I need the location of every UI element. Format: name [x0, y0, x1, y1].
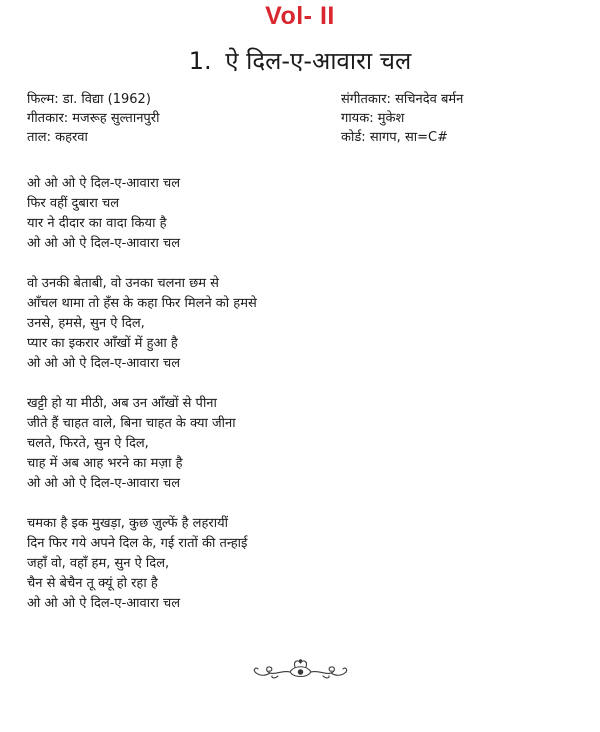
lyric-line: फिर वहीं दुबारा चल — [27, 196, 120, 211]
lyric-line: ओ ओ ओ ऐ दिल-ए-आवारा चल — [27, 596, 181, 611]
scroll-flourish-icon — [248, 656, 353, 686]
lyric-line: ओ ओ ओ ऐ दिल-ए-आवारा चल — [27, 236, 181, 251]
meta-taal: ताल: कहरवा — [27, 130, 88, 145]
volume-heading: Vol- II — [265, 2, 335, 30]
meta-composer: संगीतकार: सचिनदेव बर्मन — [341, 92, 464, 107]
song-number: 1. — [188, 47, 212, 75]
lyric-line: दिन फिर गये अपने दिल के, गई रातों की तन्हाई — [27, 536, 248, 551]
meta-film: फिल्म: डा. विद्या (1962) — [27, 92, 151, 107]
lyric-line: चमका है इक मुखड़ा, कुछ ज़ुल्फें है लहरायीं — [27, 516, 228, 531]
lyric-line: यार ने दीदार का वादा किया है — [27, 216, 167, 231]
lyric-line: ओ ओ ओ ऐ दिल-ए-आवारा चल — [27, 176, 181, 191]
lyric-line: खट्टी हो या मीठी, अब उन आँखों से पीना — [27, 396, 217, 411]
lyric-line: ओ ओ ओ ऐ दिल-ए-आवारा चल — [27, 476, 181, 491]
stanza — [27, 394, 567, 494]
lyric-line: वो उनकी बेताबी, वो उनका चलना छम से — [27, 276, 219, 291]
stanza — [27, 174, 567, 254]
meta-singer: गायक: मुकेश — [341, 111, 405, 126]
lyric-line: जीते हैं चाहत वाले, बिना चाहत के क्या जीना — [27, 416, 236, 431]
song-meta-right — [341, 90, 463, 147]
stanza — [27, 514, 567, 614]
song-title — [0, 44, 600, 77]
lyrics-body — [27, 174, 567, 634]
meta-chord: कोर्ड: सागप, सा=C# — [341, 130, 448, 145]
lyric-line: चाह में अब आह भरने का मज़ा है — [27, 456, 183, 471]
lyric-line: ओ ओ ओ ऐ दिल-ए-आवारा चल — [27, 356, 181, 371]
lyric-line: जहाँ वो, वहाँ हम, सुन ऐ दिल, — [27, 556, 170, 571]
lyric-line: प्यार का इकरार आँखों में हुआ है — [27, 336, 178, 351]
stanza — [27, 274, 567, 374]
meta-lyricist: गीतकार: मजरूह सुल्तानपुरी — [27, 111, 160, 126]
lyric-line: चलते, फिरते, सुन ऐ दिल, — [27, 436, 149, 451]
song-meta-left — [27, 90, 159, 147]
lyric-line: उनसे, हमसे, सुन ऐ दिल, — [27, 316, 145, 331]
lyric-line: चैन से बेचैन तू क्यूं हो रहा है — [27, 576, 158, 591]
song-title-text: ऐ दिल-ए-आवारा चल — [225, 47, 412, 75]
lyric-line: आँचल थामा तो हँस के कहा फिर मिलने को हमसे — [27, 296, 257, 311]
